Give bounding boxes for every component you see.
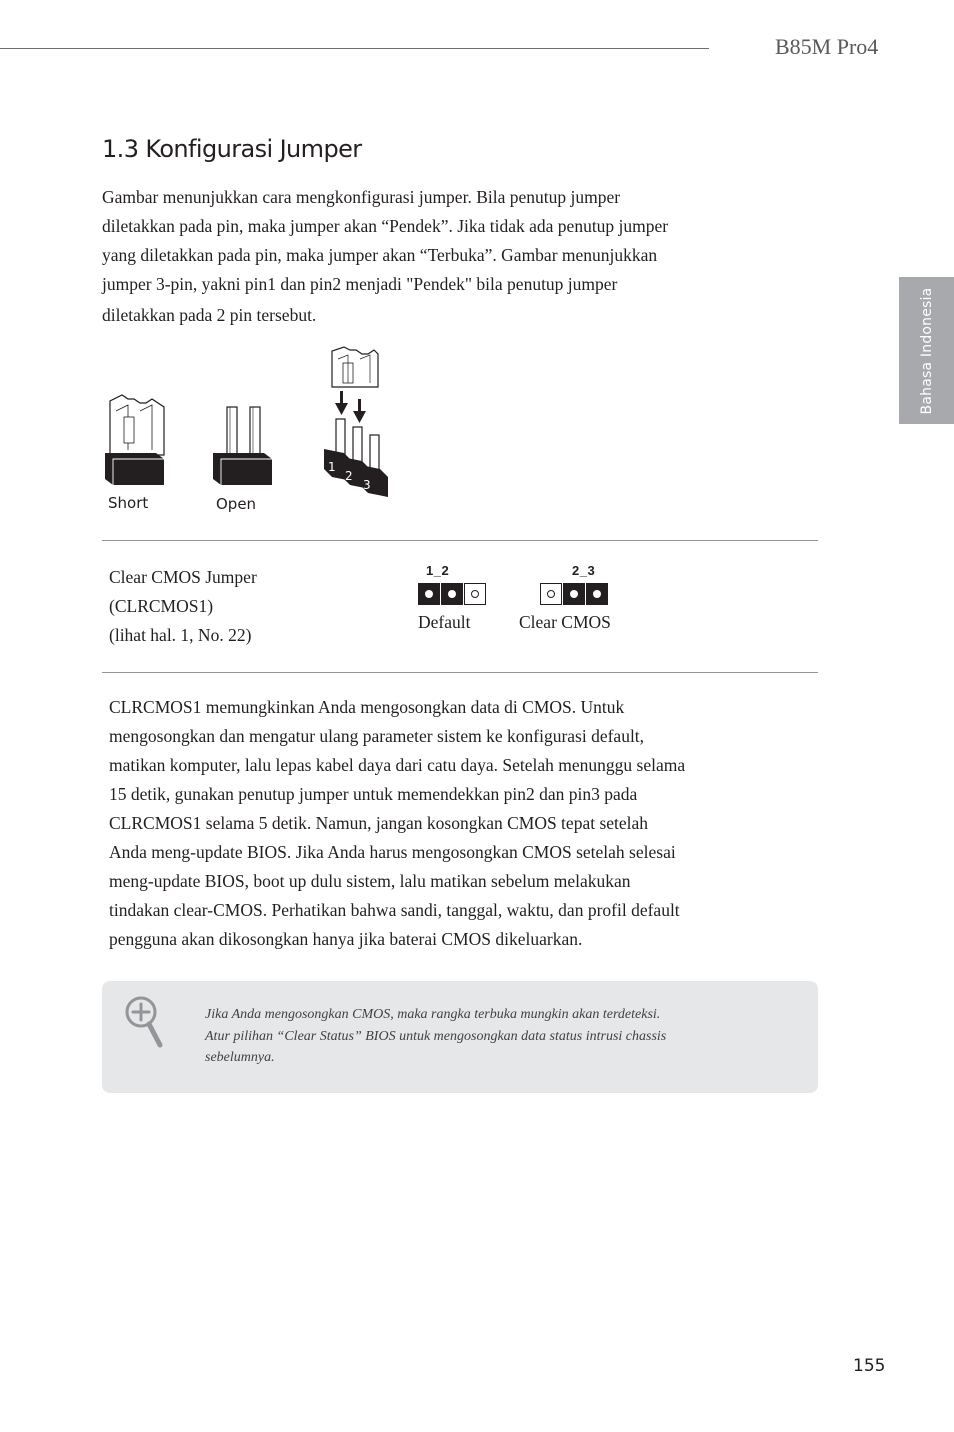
shorted-pin: [586, 583, 608, 605]
intro-line: Gambar menunjukkan cara mengkonfigurasi jumper. Bila penutup jumper: [102, 187, 621, 207]
intro-line: diletakkan pada 2 pin tersebut.: [102, 305, 317, 325]
header-rule: [0, 48, 709, 49]
body-paragraph: [109, 693, 685, 954]
body-line: meng-update BIOS, boot up dulu sistem, lalu matikan sebelum melakukan: [109, 871, 631, 891]
section-title: 1.3 Konfigurasi Jumper: [102, 135, 362, 163]
body-line: mengosongkan dan mengatur ulang parameter sistem ke konfigurasi default,: [109, 726, 645, 746]
short-jumper-graphic: [105, 395, 164, 485]
open-label: Open: [216, 495, 257, 513]
jumper-name-cell: [109, 563, 257, 650]
clear-cmos-caption: Clear CMOS: [519, 612, 611, 632]
clear-cmos-pin-setting: [540, 563, 610, 609]
jumper-name-line: (lihat hal. 1, No. 22): [109, 625, 252, 645]
pin-number-label: 2: [345, 469, 353, 483]
body-line: pengguna akan dikosongkan hanya jika baterai CMOS dikeluarkan.: [109, 929, 583, 949]
jumper-name-line: Clear CMOS Jumper: [109, 567, 257, 587]
default-pin-header: [418, 583, 487, 605]
short-label: Short: [108, 494, 149, 512]
intro-paragraph: [102, 183, 668, 330]
body-line: Anda meng-update BIOS. Jika Anda harus mengosongkan CMOS setelah selesai: [109, 842, 676, 862]
body-line: CLRCMOS1 selama 5 detik. Namun, jangan kosongkan CMOS tepat setelah: [109, 813, 649, 833]
down-arrow-icon: [335, 391, 348, 415]
pin-number-label: 3: [363, 478, 371, 492]
magnifier-plus-icon: [124, 995, 164, 1049]
intro-line: diletakkan pada pin, maka jumper akan “Pendek”. Jika tidak ada penutup jumper: [102, 216, 669, 236]
note-text: [205, 1004, 666, 1069]
shorted-pin: [563, 583, 585, 605]
intro-line: yang diletakkan pada pin, maka jumper akan “Terbuka”. Gambar menunjukkan: [102, 245, 658, 265]
shorted-pin: [441, 583, 463, 605]
jumper-illustration: [100, 345, 400, 505]
default-pin-setting: [418, 563, 488, 609]
note-line: sebelumnya.: [205, 1050, 275, 1065]
body-line: CLRCMOS1 memungkinkan Anda mengosongkan data di CMOS. Untuk: [109, 697, 625, 717]
language-side-tab-label: Bahasa Indonesia: [918, 287, 935, 414]
pin-number-label: 1: [328, 460, 336, 474]
intro-line: jumper 3-pin, yakni pin1 dan pin2 menjadi "Pendek" bila penutup jumper: [102, 274, 618, 294]
language-side-tab: [899, 277, 954, 424]
note-line: Atur pilihan “Clear Status” BIOS untuk mengosongkan data status intrusi chassis: [205, 1028, 667, 1044]
three-pin-jumper-graphic: [324, 347, 388, 497]
open-pin: [540, 583, 562, 605]
note-box: [102, 981, 818, 1093]
body-line: matikan komputer, lalu lepas kabel daya dari catu daya. Setelah menunggu selama: [109, 755, 686, 775]
clear-pin-numbers: 2_3: [572, 563, 596, 578]
model-name: B85M Pro4: [775, 34, 879, 59]
table-top-rule: [102, 540, 818, 541]
shorted-pin: [418, 583, 440, 605]
page-number: 155: [853, 1356, 886, 1376]
open-jumper-graphic: [213, 407, 272, 485]
default-caption: Default: [418, 612, 471, 632]
body-line: 15 detik, gunakan penutup jumper untuk memendekkan pin2 dan pin3 pada: [109, 784, 638, 804]
body-line: tindakan clear-CMOS. Perhatikan bahwa sandi, tanggal, waktu, dan profil default: [109, 900, 680, 920]
default-pin-numbers: 1_2: [426, 563, 450, 578]
down-arrow-icon: [353, 399, 366, 423]
clear-pin-header: [540, 583, 609, 605]
note-line: Jika Anda mengosongkan CMOS, maka rangka terbuka mungkin akan terdeteksi.: [205, 1007, 661, 1022]
table-bottom-rule: [102, 672, 818, 673]
jumper-name-line: (CLRCMOS1): [109, 596, 214, 616]
open-pin: [464, 583, 486, 605]
